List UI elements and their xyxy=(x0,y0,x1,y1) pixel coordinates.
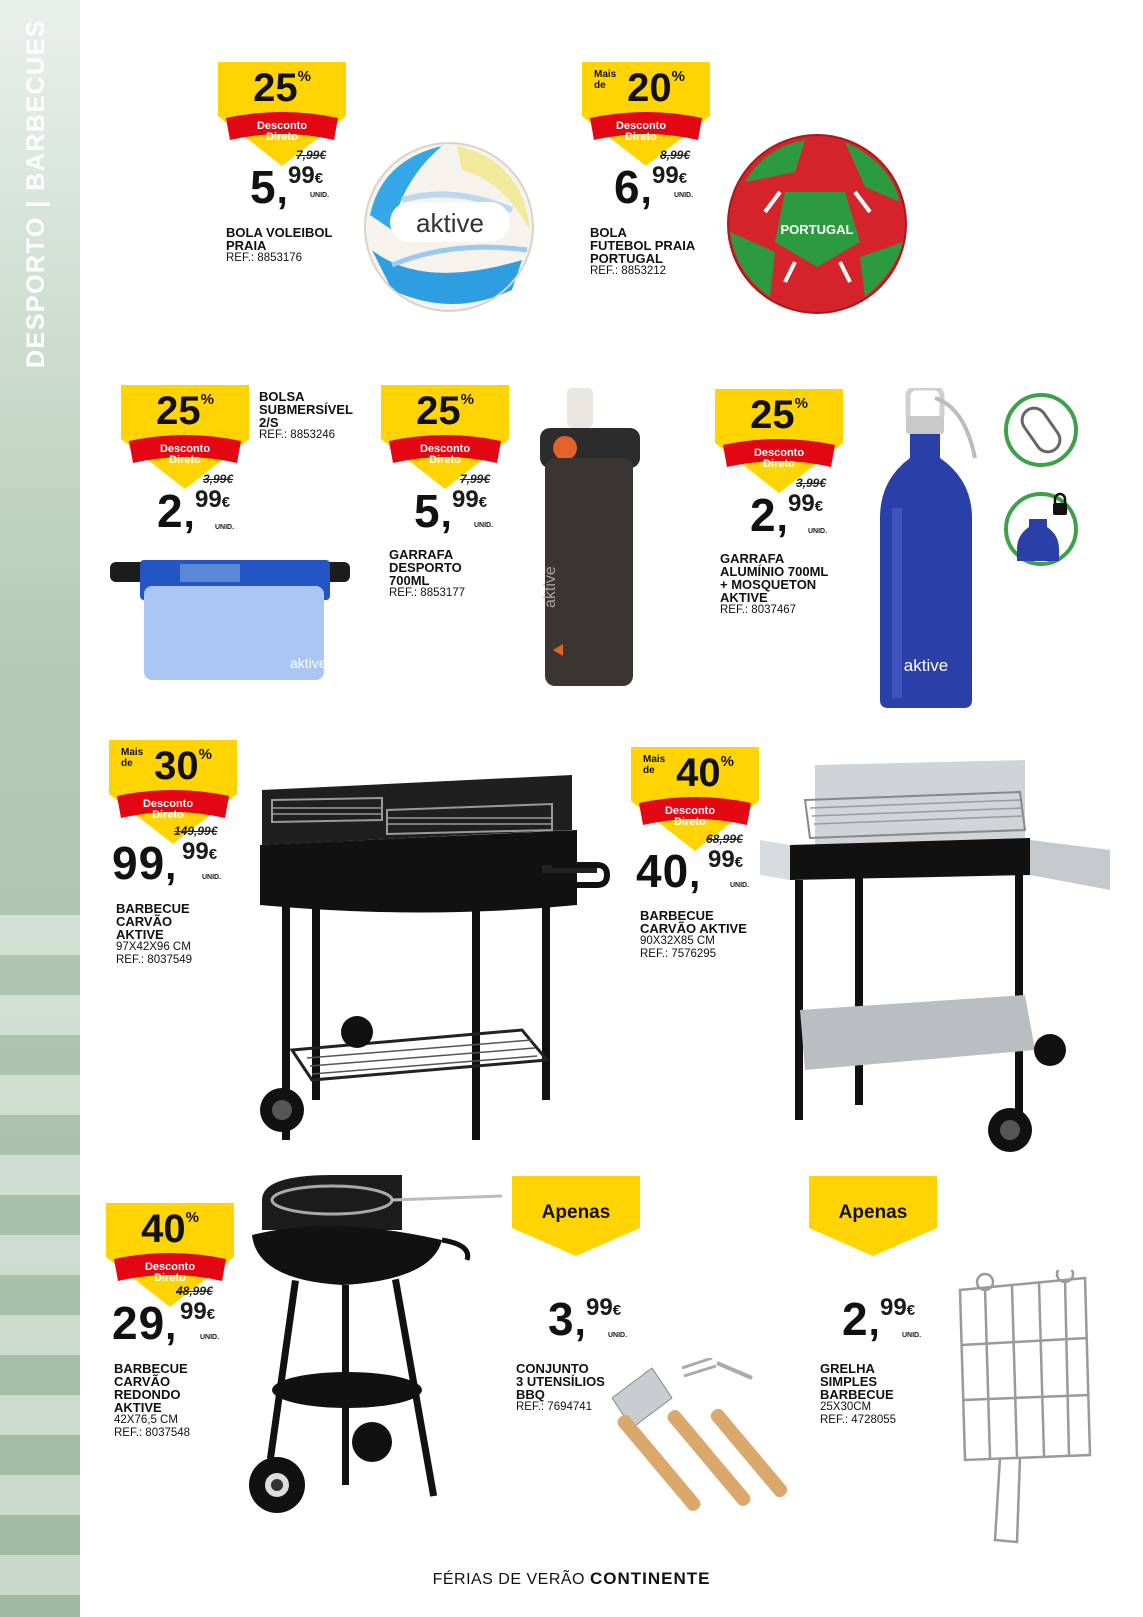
price-cents: 99 xyxy=(195,486,222,513)
product-title: GARRAFA DESPORTO 700ML REF.: 8853177 xyxy=(389,547,466,599)
football-image xyxy=(725,132,910,317)
product-title: CONJUNTO 3 UTENSÍLIOS BBQ REF.: 7694741 xyxy=(516,1361,605,1413)
sidebar-stripe xyxy=(0,915,80,955)
price-cents: 99 xyxy=(180,1298,207,1325)
old-price: 48,99€ xyxy=(176,1284,213,1298)
discount-badge: Mais de 20% Desconto Direto xyxy=(582,62,710,167)
product-dimensions: 90X32X85 CM xyxy=(640,935,715,947)
product-title: BARBECUE CARVÃO AKTIVE 90X32X85 CM REF.: 7576295 xyxy=(640,908,747,960)
unit-label: UNID. xyxy=(730,882,750,889)
sidebar-stripe xyxy=(0,995,80,1035)
ribbon-line1: Desconto xyxy=(256,120,308,132)
svg-text:aktive: aktive xyxy=(416,208,484,238)
price-block: 68,99€ 40, 99€ UNID. xyxy=(636,832,750,897)
old-price: 3,99€ xyxy=(796,476,827,490)
apenas-badge xyxy=(809,1176,937,1256)
product-ref: REF.: 8853212 xyxy=(590,265,667,277)
svg-text:aktive: aktive xyxy=(290,655,327,671)
unit-label: UNID. xyxy=(808,528,828,535)
discount-badge: 40% Desconto Direto xyxy=(106,1203,234,1308)
price-block: 3, 99€ UNID. xyxy=(548,1293,628,1345)
discount-percent: 20 xyxy=(627,66,672,110)
svg-text:aktive: aktive xyxy=(903,656,949,675)
price-block: 7,99€ 5, 99€ UNID. xyxy=(414,472,494,537)
product-ref: REF.: 8853176 xyxy=(226,252,303,264)
product-title: BOLA VOLEIBOL PRAIA REF.: 8853176 xyxy=(226,225,333,264)
aluminium-bottle-image xyxy=(880,388,980,710)
old-price: 8,99€ xyxy=(660,148,691,162)
price-block: 48,99€ 29, 99€ UNID. xyxy=(112,1284,220,1349)
price-integer: 2 xyxy=(157,485,184,537)
apenas-badge xyxy=(512,1176,640,1256)
unit-label: UNID. xyxy=(608,1332,628,1339)
product-ref: REF.: 8853246 xyxy=(259,429,336,441)
price-cents: 99 xyxy=(288,162,315,189)
product-title: BOLSA SUBMERSÍVEL 2/S REF.: 8853246 xyxy=(259,389,353,441)
price-block: 7,99€ 5, 99€ UNID. xyxy=(250,148,330,213)
sidebar-stripe xyxy=(0,1075,80,1115)
discount-badge: Mais de 40% Desconto Direto xyxy=(631,747,759,852)
apenas-label: Apenas xyxy=(541,1202,611,1223)
discount-badge: 25% Desconto Direto xyxy=(121,385,249,490)
unit-label: UNID. xyxy=(674,192,694,199)
old-price: 68,99€ xyxy=(706,832,743,846)
discount-badge: 25% Desconto Direto xyxy=(218,62,346,167)
price-integer: 5 xyxy=(414,485,441,537)
product-ref: REF.: 8037467 xyxy=(720,604,797,616)
bbq-utensils-image xyxy=(612,1358,822,1548)
unit-label: UNID. xyxy=(215,524,235,531)
volleyball-image xyxy=(362,140,537,315)
price-integer: 2 xyxy=(842,1293,869,1345)
product-ref: REF.: 7694741 xyxy=(516,1401,593,1413)
sidebar-stripe xyxy=(0,1155,80,1195)
unit-label: UNID. xyxy=(474,522,494,529)
unit-label: UNID. xyxy=(200,1334,220,1341)
price-block: 3,99€ 2, 99€ UNID. xyxy=(750,476,828,541)
page-footer xyxy=(0,1569,1143,1589)
price-cents: 99 xyxy=(452,486,479,513)
price-integer: 40 xyxy=(636,845,690,897)
discount-percent: 25 xyxy=(253,66,298,110)
product-ref: REF.: 8037548 xyxy=(114,1427,191,1439)
old-price: 7,99€ xyxy=(460,472,491,486)
discount-badge: 25% Desconto Direto xyxy=(715,389,843,494)
price-integer: 99 xyxy=(112,837,166,889)
unit-label: UNID. xyxy=(902,1332,922,1339)
waterproof-pouch-image xyxy=(110,556,350,684)
discount-percent: 25 xyxy=(156,389,201,433)
svg-text:aktive: aktive xyxy=(542,566,559,608)
product-title: BOLA FUTEBOL PRAIA PORTUGAL REF.: 8853212 xyxy=(590,225,696,277)
price-cents: 99 xyxy=(708,846,735,873)
sidebar-stripe xyxy=(0,1395,80,1435)
unit-label: UNID. xyxy=(202,874,222,881)
product-ref: REF.: 7576295 xyxy=(640,948,717,960)
round-bbq-image xyxy=(232,1170,512,1530)
product-dimensions: 25X30CM xyxy=(820,1401,872,1413)
grill-rack-image xyxy=(955,1270,1095,1550)
discount-percent: 40 xyxy=(141,1207,186,1251)
discount-badge: Mais de 30% Desconto Direto xyxy=(109,740,237,845)
svg-text:PORTUGAL: PORTUGAL xyxy=(780,222,854,237)
footer-campaign: FÉRIAS DE VERÃO xyxy=(432,1571,585,1588)
price-integer: 3 xyxy=(548,1293,575,1345)
product-title: GRELHA SIMPLES BARBECUE 25X30CM REF.: 4728055 xyxy=(820,1361,897,1426)
price-cents: 99 xyxy=(182,838,209,865)
carabiner-icon xyxy=(1003,392,1079,468)
price-cents: 99 xyxy=(586,1294,613,1321)
product-ref: REF.: 4728055 xyxy=(820,1414,897,1426)
price-block: 3,99€ 2, 99€ UNID. xyxy=(157,472,235,537)
price-integer: 6 xyxy=(614,161,641,213)
old-price: 149,99€ xyxy=(174,824,218,838)
apenas-label: Apenas xyxy=(838,1202,908,1223)
product-dimensions: 97X42X96 CM xyxy=(116,941,191,953)
price-block: 8,99€ 6, 99€ UNID. xyxy=(614,148,694,213)
barrel-bbq-image xyxy=(252,770,617,1145)
discount-percent: 40 xyxy=(676,751,721,795)
category-label: DESPORTO | BARBECUES xyxy=(22,18,50,368)
product-ref: REF.: 8037549 xyxy=(116,954,193,966)
sidebar-stripe xyxy=(0,1475,80,1515)
sidebar-stripe xyxy=(0,1235,80,1275)
old-price: 7,99€ xyxy=(296,148,327,162)
unit-label: UNID. xyxy=(310,192,330,199)
product-title: BARBECUE CARVÃO REDONDO AKTIVE 42X76,5 CM REF.: 8037548 xyxy=(114,1361,191,1439)
discount-percent: 30 xyxy=(154,744,199,788)
cart-bbq-image xyxy=(760,760,1115,1155)
product-title: BARBECUE CARVÃO AKTIVE 97X42X96 CM REF.: 8037549 xyxy=(116,901,193,966)
ribbon-line2: Direto xyxy=(266,131,298,143)
category-sidebar xyxy=(0,0,80,1617)
old-price: 3,99€ xyxy=(203,472,234,486)
product-ref: REF.: 8853177 xyxy=(389,587,466,599)
price-cents: 99 xyxy=(788,490,815,517)
discount-percent: 25 xyxy=(416,389,461,433)
price-integer: 5 xyxy=(250,161,277,213)
price-integer: 29 xyxy=(112,1297,166,1349)
price-cents: 99 xyxy=(652,162,679,189)
discount-percent: 25 xyxy=(750,393,795,437)
price-block: 2, 99€ UNID. xyxy=(842,1293,922,1345)
sport-bottle-image xyxy=(535,388,645,688)
product-title: GARRAFA ALUMÍNIO 700ML + MOSQUETON AKTIVE REF.: 8037467 xyxy=(720,551,829,616)
price-cents: 99 xyxy=(880,1294,907,1321)
footer-brand-logo: CONTINENTE xyxy=(589,1569,711,1588)
price-block: 149,99€ 99, 99€ UNID. xyxy=(112,824,222,889)
discount-badge: 25% Desconto Direto xyxy=(381,385,509,490)
price-integer: 2 xyxy=(750,489,777,541)
product-dimensions: 42X76,5 CM xyxy=(114,1414,178,1426)
sidebar-stripe xyxy=(0,1315,80,1355)
lock-icon xyxy=(1003,491,1079,567)
